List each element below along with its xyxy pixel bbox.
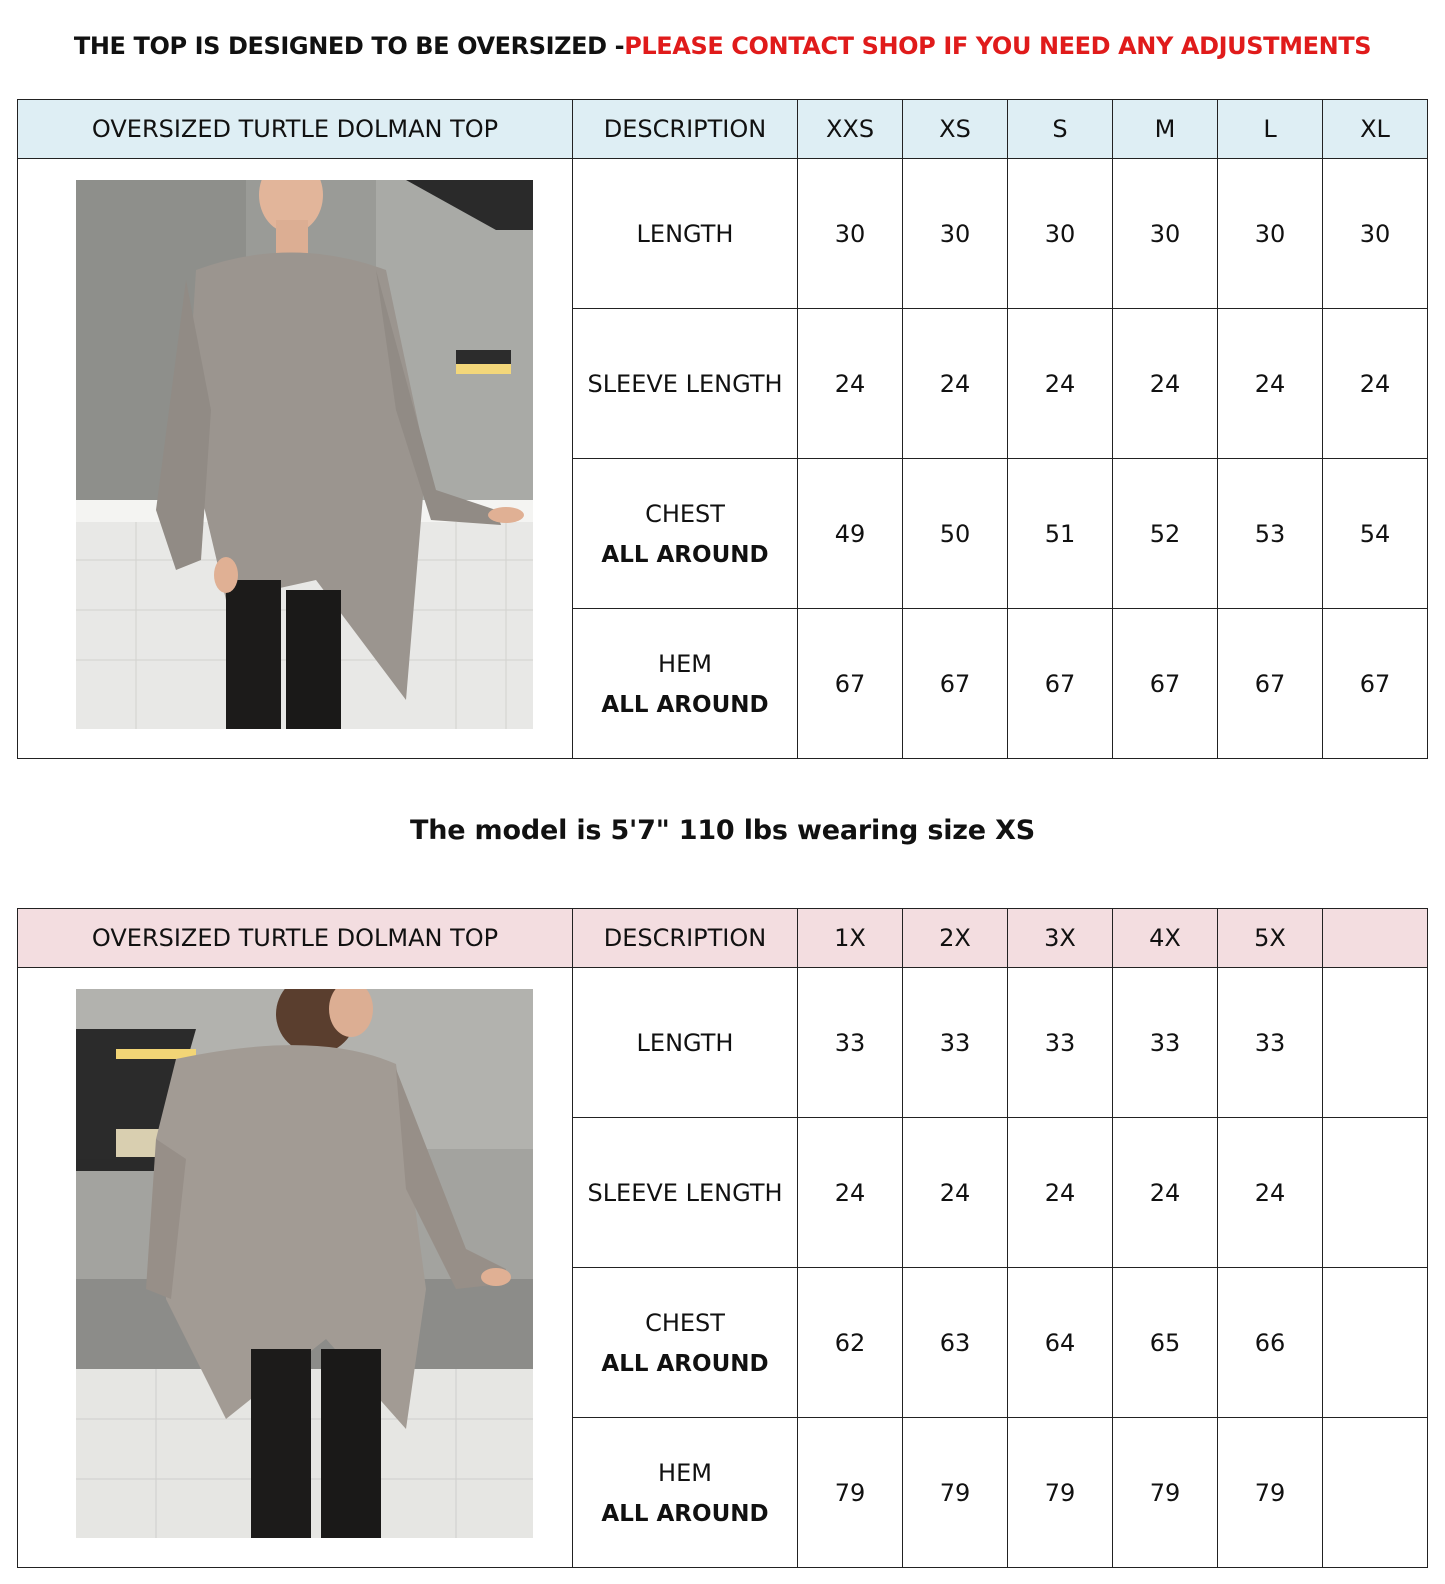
cell-value: 53 xyxy=(1218,459,1323,609)
size-header: 4X xyxy=(1113,909,1218,968)
size-header: XXS xyxy=(798,100,903,159)
cell-value: 66 xyxy=(1218,1268,1323,1418)
cell-value: 67 xyxy=(1113,609,1218,759)
cell-value: 30 xyxy=(1113,159,1218,309)
cell-value: 24 xyxy=(1218,1118,1323,1268)
product-title: OVERSIZED TURTLE DOLMAN TOP xyxy=(18,100,573,159)
table-row xyxy=(18,968,1428,1118)
cell-value: 24 xyxy=(903,309,1008,459)
cell-value: 24 xyxy=(798,309,903,459)
cell-value: 24 xyxy=(1323,309,1428,459)
cell-value: 33 xyxy=(1113,968,1218,1118)
size-header xyxy=(1323,909,1428,968)
cell-value: 33 xyxy=(798,968,903,1118)
model-front-photo xyxy=(76,180,533,729)
cell-value: 63 xyxy=(903,1268,1008,1418)
table-row xyxy=(18,159,1428,309)
size-header: 1X xyxy=(798,909,903,968)
cell-value: 79 xyxy=(1113,1418,1218,1568)
cell-value: 24 xyxy=(1218,309,1323,459)
cell-value: 67 xyxy=(1218,609,1323,759)
product-title: OVERSIZED TURTLE DOLMAN TOP xyxy=(18,909,573,968)
product-photo-cell xyxy=(18,968,573,1568)
cell-value: 54 xyxy=(1323,459,1428,609)
cell-value: 30 xyxy=(1008,159,1113,309)
table-header-row xyxy=(18,100,1428,159)
size-header: M xyxy=(1113,100,1218,159)
row-label: LENGTH xyxy=(573,159,798,309)
cell-value: 33 xyxy=(1218,968,1323,1118)
row-label xyxy=(573,459,798,609)
cell-value: 67 xyxy=(1008,609,1113,759)
cell-value: 62 xyxy=(798,1268,903,1418)
cell-value: 30 xyxy=(1323,159,1428,309)
cell-value: 49 xyxy=(798,459,903,609)
cell-value xyxy=(1323,1268,1428,1418)
row-label-main: CHEST xyxy=(645,1308,725,1337)
cell-value: 67 xyxy=(903,609,1008,759)
cell-value: 24 xyxy=(903,1118,1008,1268)
cell-value: 24 xyxy=(1008,309,1113,459)
row-label-sub: ALL AROUND xyxy=(601,1500,769,1527)
headline-black: THE TOP IS DESIGNED TO BE OVERSIZED - xyxy=(73,32,625,60)
cell-value: 67 xyxy=(798,609,903,759)
cell-value: 30 xyxy=(1218,159,1323,309)
size-table-regular xyxy=(17,99,1428,759)
size-header: S xyxy=(1008,100,1113,159)
row-label: SLEEVE LENGTH xyxy=(573,1118,798,1268)
cell-value xyxy=(1323,968,1428,1118)
cell-value: 65 xyxy=(1113,1268,1218,1418)
product-photo-cell xyxy=(18,159,573,759)
cell-value: 24 xyxy=(1113,309,1218,459)
size-header: L xyxy=(1218,100,1323,159)
headline-red: PLEASE CONTACT SHOP IF YOU NEED ANY ADJUSTMENTS xyxy=(624,32,1372,60)
row-label: SLEEVE LENGTH xyxy=(573,309,798,459)
size-table-plus xyxy=(17,908,1428,1568)
cell-value: 79 xyxy=(903,1418,1008,1568)
model-back-photo xyxy=(76,989,533,1538)
cell-value: 79 xyxy=(1218,1418,1323,1568)
model-note: The model is 5'7" 110 lbs wearing size XS xyxy=(410,815,1035,846)
cell-value: 30 xyxy=(798,159,903,309)
row-label-sub: ALL AROUND xyxy=(601,691,769,718)
row-label xyxy=(573,609,798,759)
size-header: 2X xyxy=(903,909,1008,968)
cell-value: 24 xyxy=(1113,1118,1218,1268)
cell-value: 79 xyxy=(798,1418,903,1568)
row-label-main: HEM xyxy=(658,1458,712,1487)
cell-value: 52 xyxy=(1113,459,1218,609)
row-label-main: HEM xyxy=(658,649,712,678)
row-label xyxy=(573,1268,798,1418)
description-header: DESCRIPTION xyxy=(573,909,798,968)
cell-value: 24 xyxy=(798,1118,903,1268)
row-label-sub: ALL AROUND xyxy=(601,541,769,568)
description-header: DESCRIPTION xyxy=(573,100,798,159)
size-header: 5X xyxy=(1218,909,1323,968)
cell-value: 51 xyxy=(1008,459,1113,609)
table-header-row xyxy=(18,909,1428,968)
size-header: XS xyxy=(903,100,1008,159)
cell-value: 67 xyxy=(1323,609,1428,759)
row-label xyxy=(573,1418,798,1568)
size-header: XL xyxy=(1323,100,1428,159)
cell-value: 79 xyxy=(1008,1418,1113,1568)
headline xyxy=(0,32,1445,60)
row-label-sub: ALL AROUND xyxy=(601,1350,769,1377)
cell-value: 64 xyxy=(1008,1268,1113,1418)
cell-value: 30 xyxy=(903,159,1008,309)
cell-value: 33 xyxy=(903,968,1008,1118)
cell-value xyxy=(1323,1118,1428,1268)
cell-value: 33 xyxy=(1008,968,1113,1118)
row-label-main: CHEST xyxy=(645,499,725,528)
cell-value: 24 xyxy=(1008,1118,1113,1268)
row-label: LENGTH xyxy=(573,968,798,1118)
size-header: 3X xyxy=(1008,909,1113,968)
cell-value: 50 xyxy=(903,459,1008,609)
cell-value xyxy=(1323,1418,1428,1568)
